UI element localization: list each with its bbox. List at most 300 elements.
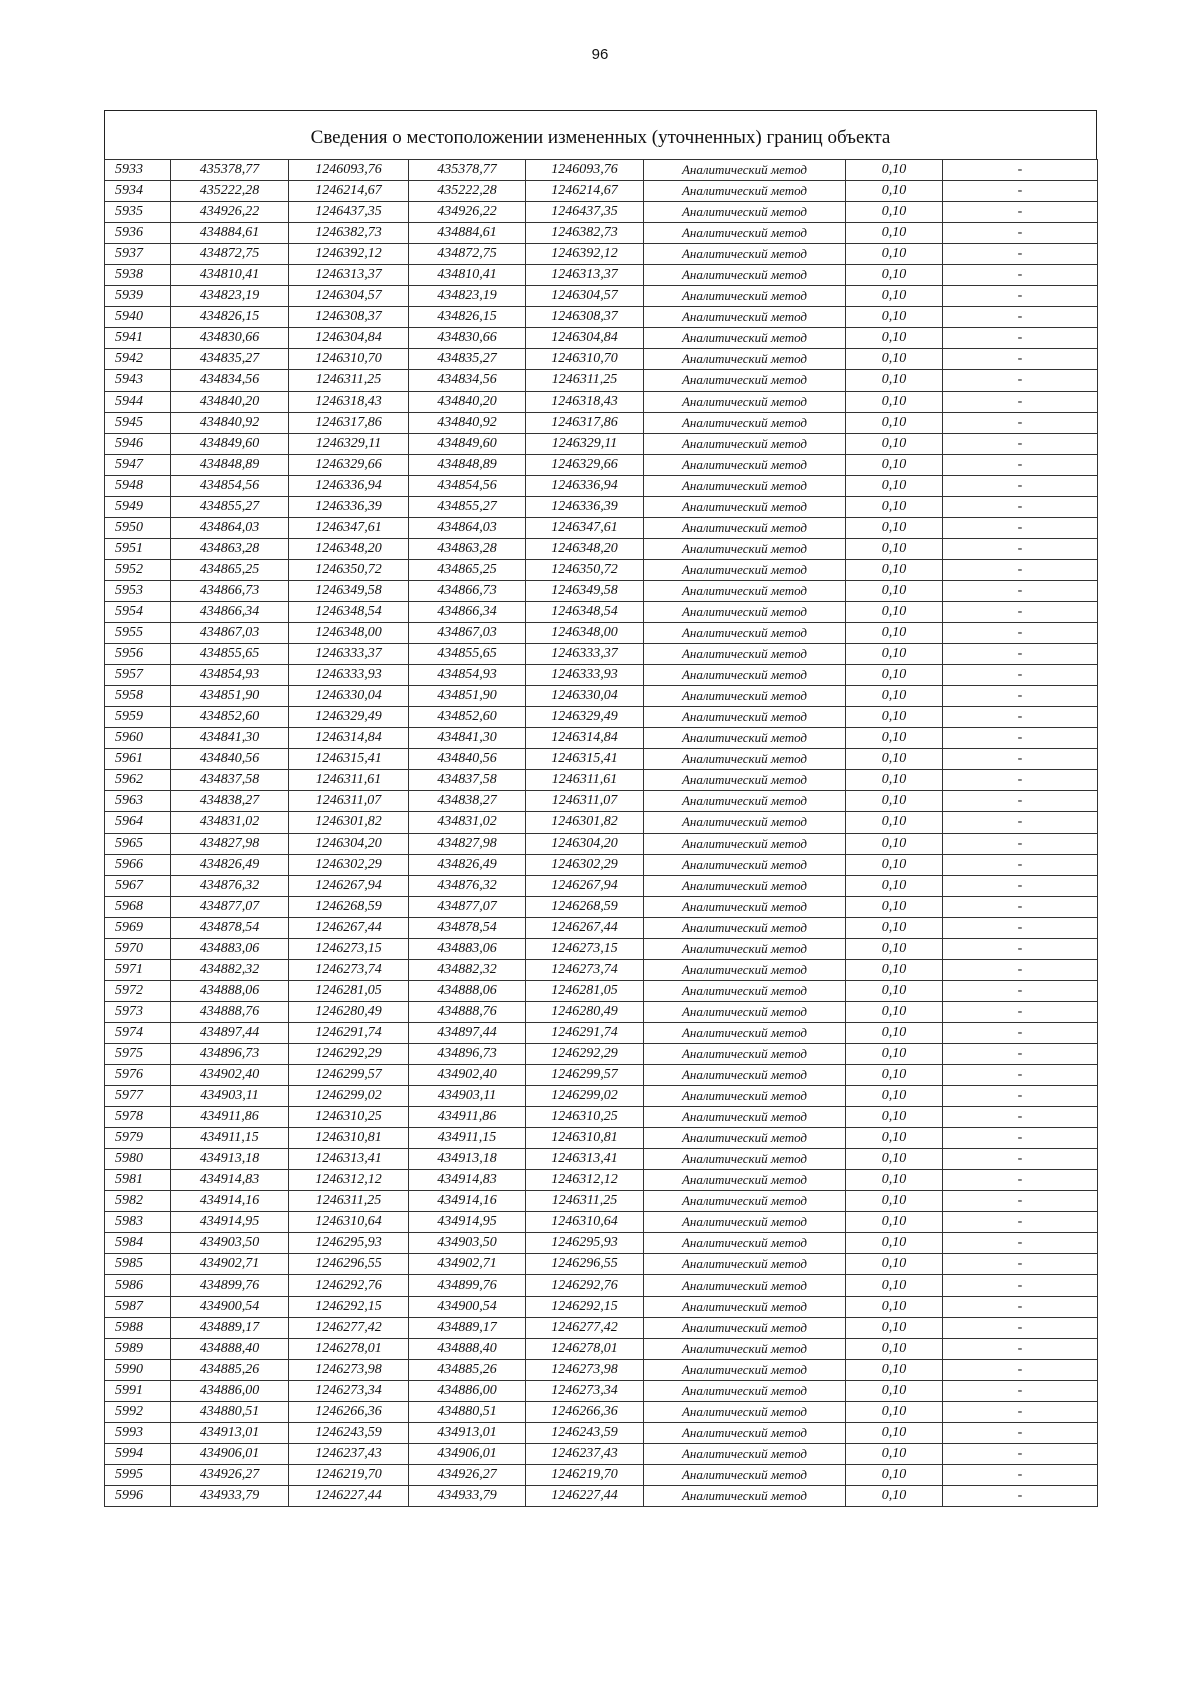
y-old-cell: 1246329,11 [289, 433, 409, 454]
y-old-cell: 1246304,84 [289, 328, 409, 349]
y-new-cell: 1246302,29 [526, 854, 644, 875]
point-number-cell: 5979 [105, 1128, 171, 1149]
method-cell: Аналитический метод [644, 580, 846, 601]
x-old-cell: 434883,06 [171, 938, 289, 959]
point-number-cell: 5936 [105, 223, 171, 244]
method-cell: Аналитический метод [644, 1296, 846, 1317]
y-old-cell: 1246243,59 [289, 1422, 409, 1443]
table-row [105, 959, 1098, 980]
method-cell: Аналитический метод [644, 1485, 846, 1506]
y-old-cell: 1246273,15 [289, 938, 409, 959]
y-old-cell: 1246292,15 [289, 1296, 409, 1317]
y-new-cell: 1246330,04 [526, 686, 644, 707]
accuracy-cell: 0,10 [846, 1212, 943, 1233]
x-new-cell: 435378,77 [409, 160, 526, 181]
y-new-cell: 1246273,34 [526, 1380, 644, 1401]
x-old-cell: 434884,61 [171, 223, 289, 244]
accuracy-cell: 0,10 [846, 1485, 943, 1506]
y-old-cell: 1246299,02 [289, 1086, 409, 1107]
x-new-cell: 434926,27 [409, 1464, 526, 1485]
table-row [105, 1443, 1098, 1464]
y-old-cell: 1246301,82 [289, 812, 409, 833]
x-new-cell: 434888,06 [409, 980, 526, 1001]
accuracy-cell: 0,10 [846, 959, 943, 980]
y-old-cell: 1246315,41 [289, 749, 409, 770]
y-new-cell: 1246333,93 [526, 665, 644, 686]
point-number-cell: 5944 [105, 391, 171, 412]
accuracy-cell: 0,10 [846, 938, 943, 959]
x-old-cell: 434840,56 [171, 749, 289, 770]
description-cell: - [943, 728, 1098, 749]
y-new-cell: 1246308,37 [526, 307, 644, 328]
y-new-cell: 1246437,35 [526, 202, 644, 223]
table-row [105, 938, 1098, 959]
y-old-cell: 1246277,42 [289, 1317, 409, 1338]
description-cell: - [943, 244, 1098, 265]
method-cell: Аналитический метод [644, 475, 846, 496]
x-new-cell: 434854,93 [409, 665, 526, 686]
y-old-cell: 1246330,04 [289, 686, 409, 707]
description-cell: - [943, 202, 1098, 223]
description-cell: - [943, 433, 1098, 454]
description-cell: - [943, 412, 1098, 433]
point-number-cell: 5961 [105, 749, 171, 770]
x-old-cell: 434855,27 [171, 496, 289, 517]
table-row [105, 1401, 1098, 1422]
method-cell: Аналитический метод [644, 833, 846, 854]
accuracy-cell: 0,10 [846, 875, 943, 896]
accuracy-cell: 0,10 [846, 391, 943, 412]
x-old-cell: 434826,49 [171, 854, 289, 875]
description-cell: - [943, 538, 1098, 559]
point-number-cell: 5945 [105, 412, 171, 433]
description-cell: - [943, 707, 1098, 728]
accuracy-cell: 0,10 [846, 1043, 943, 1064]
y-old-cell: 1246311,25 [289, 370, 409, 391]
x-old-cell: 434899,76 [171, 1275, 289, 1296]
x-old-cell: 434865,25 [171, 559, 289, 580]
table-row [105, 854, 1098, 875]
point-number-cell: 5985 [105, 1254, 171, 1275]
point-number-cell: 5975 [105, 1043, 171, 1064]
x-old-cell: 435222,28 [171, 181, 289, 202]
point-number-cell: 5962 [105, 770, 171, 791]
y-old-cell: 1246267,44 [289, 917, 409, 938]
table-row [105, 896, 1098, 917]
y-old-cell: 1246311,61 [289, 770, 409, 791]
y-old-cell: 1246237,43 [289, 1443, 409, 1464]
y-new-cell: 1246273,74 [526, 959, 644, 980]
x-old-cell: 434900,54 [171, 1296, 289, 1317]
x-new-cell: 434826,49 [409, 854, 526, 875]
description-cell: - [943, 1065, 1098, 1086]
y-old-cell: 1246329,49 [289, 707, 409, 728]
point-number-cell: 5958 [105, 686, 171, 707]
x-old-cell: 434902,71 [171, 1254, 289, 1275]
method-cell: Аналитический метод [644, 1401, 846, 1422]
y-new-cell: 1246301,82 [526, 812, 644, 833]
y-new-cell: 1246219,70 [526, 1464, 644, 1485]
x-old-cell: 434926,22 [171, 202, 289, 223]
table-row [105, 749, 1098, 770]
description-cell: - [943, 328, 1098, 349]
x-old-cell: 434888,06 [171, 980, 289, 1001]
y-old-cell: 1246308,37 [289, 307, 409, 328]
y-old-cell: 1246227,44 [289, 1485, 409, 1506]
x-old-cell: 434840,92 [171, 412, 289, 433]
x-new-cell: 435222,28 [409, 181, 526, 202]
point-number-cell: 5959 [105, 707, 171, 728]
point-number-cell: 5965 [105, 833, 171, 854]
method-cell: Аналитический метод [644, 791, 846, 812]
x-new-cell: 434913,01 [409, 1422, 526, 1443]
y-old-cell: 1246349,58 [289, 580, 409, 601]
y-old-cell: 1246273,34 [289, 1380, 409, 1401]
y-old-cell: 1246348,00 [289, 623, 409, 644]
description-cell: - [943, 1464, 1098, 1485]
method-cell: Аналитический метод [644, 1128, 846, 1149]
method-cell: Аналитический метод [644, 223, 846, 244]
x-old-cell: 434933,79 [171, 1485, 289, 1506]
description-cell: - [943, 980, 1098, 1001]
y-new-cell: 1246313,37 [526, 265, 644, 286]
coordinates-table [104, 159, 1098, 1507]
table-row [105, 644, 1098, 665]
y-new-cell: 1246336,39 [526, 496, 644, 517]
x-old-cell: 434838,27 [171, 791, 289, 812]
x-old-cell: 434896,73 [171, 1043, 289, 1064]
x-old-cell: 434848,89 [171, 454, 289, 475]
x-new-cell: 434888,76 [409, 1001, 526, 1022]
y-old-cell: 1246292,76 [289, 1275, 409, 1296]
point-number-cell: 5943 [105, 370, 171, 391]
x-new-cell: 434854,56 [409, 475, 526, 496]
table-row [105, 623, 1098, 644]
point-number-cell: 5964 [105, 812, 171, 833]
table-row [105, 1149, 1098, 1170]
description-cell: - [943, 1275, 1098, 1296]
table-title: Сведения о местоположении измененных (уточненных) границ объекта [104, 110, 1097, 159]
accuracy-cell: 0,10 [846, 538, 943, 559]
y-old-cell: 1246310,64 [289, 1212, 409, 1233]
x-new-cell: 434886,00 [409, 1380, 526, 1401]
accuracy-cell: 0,10 [846, 1317, 943, 1338]
y-new-cell: 1246311,25 [526, 1191, 644, 1212]
point-number-cell: 5995 [105, 1464, 171, 1485]
point-number-cell: 5967 [105, 875, 171, 896]
description-cell: - [943, 1380, 1098, 1401]
accuracy-cell: 0,10 [846, 1065, 943, 1086]
x-old-cell: 434903,50 [171, 1233, 289, 1254]
x-new-cell: 434855,65 [409, 644, 526, 665]
y-old-cell: 1246317,86 [289, 412, 409, 433]
x-old-cell: 434903,11 [171, 1086, 289, 1107]
table-row [105, 1107, 1098, 1128]
method-cell: Аналитический метод [644, 665, 846, 686]
point-number-cell: 5987 [105, 1296, 171, 1317]
y-old-cell: 1246310,81 [289, 1128, 409, 1149]
accuracy-cell: 0,10 [846, 1359, 943, 1380]
x-new-cell: 434926,22 [409, 202, 526, 223]
y-new-cell: 1246310,70 [526, 349, 644, 370]
point-number-cell: 5966 [105, 854, 171, 875]
table-row [105, 1212, 1098, 1233]
point-number-cell: 5955 [105, 623, 171, 644]
description-cell: - [943, 1317, 1098, 1338]
x-old-cell: 434914,95 [171, 1212, 289, 1233]
y-new-cell: 1246304,84 [526, 328, 644, 349]
accuracy-cell: 0,10 [846, 707, 943, 728]
x-new-cell: 434902,40 [409, 1065, 526, 1086]
y-new-cell: 1246315,41 [526, 749, 644, 770]
x-old-cell: 434886,00 [171, 1380, 289, 1401]
method-cell: Аналитический метод [644, 496, 846, 517]
x-new-cell: 434872,75 [409, 244, 526, 265]
description-cell: - [943, 770, 1098, 791]
accuracy-cell: 0,10 [846, 1022, 943, 1043]
method-cell: Аналитический метод [644, 517, 846, 538]
x-old-cell: 434866,73 [171, 580, 289, 601]
description-cell: - [943, 1443, 1098, 1464]
method-cell: Аналитический метод [644, 181, 846, 202]
x-old-cell: 434827,98 [171, 833, 289, 854]
x-new-cell: 434911,15 [409, 1128, 526, 1149]
table-row [105, 307, 1098, 328]
accuracy-cell: 0,10 [846, 307, 943, 328]
point-number-cell: 5992 [105, 1401, 171, 1422]
y-new-cell: 1246291,74 [526, 1022, 644, 1043]
x-old-cell: 434902,40 [171, 1065, 289, 1086]
accuracy-cell: 0,10 [846, 160, 943, 181]
method-cell: Аналитический метод [644, 349, 846, 370]
point-number-cell: 5973 [105, 1001, 171, 1022]
y-old-cell: 1246273,74 [289, 959, 409, 980]
method-cell: Аналитический метод [644, 896, 846, 917]
x-old-cell: 434882,32 [171, 959, 289, 980]
description-cell: - [943, 1170, 1098, 1191]
y-old-cell: 1246313,37 [289, 265, 409, 286]
x-old-cell: 434897,44 [171, 1022, 289, 1043]
description-cell: - [943, 686, 1098, 707]
x-new-cell: 434888,40 [409, 1338, 526, 1359]
method-cell: Аналитический метод [644, 959, 846, 980]
x-old-cell: 434885,26 [171, 1359, 289, 1380]
x-old-cell: 434837,58 [171, 770, 289, 791]
x-new-cell: 434864,03 [409, 517, 526, 538]
method-cell: Аналитический метод [644, 1086, 846, 1107]
y-old-cell: 1246280,49 [289, 1001, 409, 1022]
method-cell: Аналитический метод [644, 1317, 846, 1338]
x-old-cell: 434877,07 [171, 896, 289, 917]
y-old-cell: 1246392,12 [289, 244, 409, 265]
table-row [105, 980, 1098, 1001]
y-old-cell: 1246299,57 [289, 1065, 409, 1086]
x-new-cell: 434827,98 [409, 833, 526, 854]
x-old-cell: 434854,93 [171, 665, 289, 686]
description-cell: - [943, 1086, 1098, 1107]
point-number-cell: 5938 [105, 265, 171, 286]
point-number-cell: 5950 [105, 517, 171, 538]
table-row [105, 349, 1098, 370]
table-row [105, 223, 1098, 244]
page-number: 96 [591, 46, 609, 63]
x-old-cell: 434878,54 [171, 917, 289, 938]
x-new-cell: 434840,56 [409, 749, 526, 770]
point-number-cell: 5934 [105, 181, 171, 202]
table-row [105, 1254, 1098, 1275]
description-cell: - [943, 601, 1098, 622]
x-old-cell: 434826,15 [171, 307, 289, 328]
table-row [105, 791, 1098, 812]
description-cell: - [943, 580, 1098, 601]
accuracy-cell: 0,10 [846, 496, 943, 517]
description-cell: - [943, 160, 1098, 181]
x-old-cell: 434876,32 [171, 875, 289, 896]
y-old-cell: 1246310,70 [289, 349, 409, 370]
accuracy-cell: 0,10 [846, 686, 943, 707]
accuracy-cell: 0,10 [846, 433, 943, 454]
y-new-cell: 1246277,42 [526, 1317, 644, 1338]
y-old-cell: 1246281,05 [289, 980, 409, 1001]
y-new-cell: 1246093,76 [526, 160, 644, 181]
point-number-cell: 5942 [105, 349, 171, 370]
y-old-cell: 1246273,98 [289, 1359, 409, 1380]
description-cell: - [943, 644, 1098, 665]
method-cell: Аналитический метод [644, 1212, 846, 1233]
table-row [105, 391, 1098, 412]
x-new-cell: 434902,71 [409, 1254, 526, 1275]
x-old-cell: 434911,15 [171, 1128, 289, 1149]
accuracy-cell: 0,10 [846, 623, 943, 644]
y-old-cell: 1246318,43 [289, 391, 409, 412]
method-cell: Аналитический метод [644, 1107, 846, 1128]
table-row [105, 686, 1098, 707]
table-row [105, 160, 1098, 181]
accuracy-cell: 0,10 [846, 1338, 943, 1359]
y-new-cell: 1246317,86 [526, 412, 644, 433]
description-cell: - [943, 286, 1098, 307]
table-row [105, 707, 1098, 728]
accuracy-cell: 0,10 [846, 665, 943, 686]
y-new-cell: 1246312,12 [526, 1170, 644, 1191]
method-cell: Аналитический метод [644, 1443, 846, 1464]
y-new-cell: 1246292,15 [526, 1296, 644, 1317]
table-row [105, 665, 1098, 686]
description-cell: - [943, 391, 1098, 412]
x-old-cell: 434914,83 [171, 1170, 289, 1191]
y-old-cell: 1246312,12 [289, 1170, 409, 1191]
x-old-cell: 434880,51 [171, 1401, 289, 1422]
method-cell: Аналитический метод [644, 1338, 846, 1359]
x-old-cell: 434830,66 [171, 328, 289, 349]
x-new-cell: 434826,15 [409, 307, 526, 328]
y-new-cell: 1246336,94 [526, 475, 644, 496]
description-cell: - [943, 370, 1098, 391]
method-cell: Аналитический метод [644, 749, 846, 770]
method-cell: Аналитический метод [644, 328, 846, 349]
accuracy-cell: 0,10 [846, 1296, 943, 1317]
y-new-cell: 1246311,07 [526, 791, 644, 812]
description-cell: - [943, 1338, 1098, 1359]
accuracy-cell: 0,10 [846, 1401, 943, 1422]
x-old-cell: 434851,90 [171, 686, 289, 707]
table-row [105, 370, 1098, 391]
method-cell: Аналитический метод [644, 391, 846, 412]
point-number-cell: 5939 [105, 286, 171, 307]
x-old-cell: 434888,40 [171, 1338, 289, 1359]
table-row [105, 454, 1098, 475]
x-new-cell: 434855,27 [409, 496, 526, 517]
y-new-cell: 1246314,84 [526, 728, 644, 749]
point-number-cell: 5996 [105, 1485, 171, 1506]
y-old-cell: 1246348,54 [289, 601, 409, 622]
y-new-cell: 1246243,59 [526, 1422, 644, 1443]
x-new-cell: 434880,51 [409, 1401, 526, 1422]
x-new-cell: 434933,79 [409, 1485, 526, 1506]
accuracy-cell: 0,10 [846, 728, 943, 749]
y-new-cell: 1246311,25 [526, 370, 644, 391]
method-cell: Аналитический метод [644, 202, 846, 223]
y-new-cell: 1246296,55 [526, 1254, 644, 1275]
method-cell: Аналитический метод [644, 812, 846, 833]
table-row [105, 1191, 1098, 1212]
x-old-cell: 434849,60 [171, 433, 289, 454]
x-old-cell: 434913,18 [171, 1149, 289, 1170]
description-cell: - [943, 875, 1098, 896]
x-new-cell: 434882,32 [409, 959, 526, 980]
x-old-cell: 434831,02 [171, 812, 289, 833]
point-number-cell: 5978 [105, 1107, 171, 1128]
accuracy-cell: 0,10 [846, 181, 943, 202]
accuracy-cell: 0,10 [846, 749, 943, 770]
accuracy-cell: 0,10 [846, 601, 943, 622]
table-row [105, 1296, 1098, 1317]
description-cell: - [943, 1107, 1098, 1128]
table-row [105, 181, 1098, 202]
accuracy-cell: 0,10 [846, 370, 943, 391]
table-row [105, 559, 1098, 580]
x-new-cell: 434885,26 [409, 1359, 526, 1380]
accuracy-cell: 0,10 [846, 854, 943, 875]
accuracy-cell: 0,10 [846, 1422, 943, 1443]
table-row [105, 1485, 1098, 1506]
point-number-cell: 5951 [105, 538, 171, 559]
method-cell: Аналитический метод [644, 1065, 846, 1086]
x-old-cell: 434855,65 [171, 644, 289, 665]
method-cell: Аналитический метод [644, 1254, 846, 1275]
method-cell: Аналитический метод [644, 538, 846, 559]
y-old-cell: 1246291,74 [289, 1022, 409, 1043]
x-new-cell: 434866,34 [409, 601, 526, 622]
x-new-cell: 434831,02 [409, 812, 526, 833]
y-new-cell: 1246348,00 [526, 623, 644, 644]
description-cell: - [943, 1191, 1098, 1212]
method-cell: Аналитический метод [644, 370, 846, 391]
y-old-cell: 1246382,73 [289, 223, 409, 244]
x-new-cell: 434840,20 [409, 391, 526, 412]
description-cell: - [943, 349, 1098, 370]
y-new-cell: 1246311,61 [526, 770, 644, 791]
x-new-cell: 434867,03 [409, 623, 526, 644]
table-row [105, 1464, 1098, 1485]
table-row [105, 412, 1098, 433]
y-new-cell: 1246281,05 [526, 980, 644, 1001]
accuracy-cell: 0,10 [846, 812, 943, 833]
accuracy-cell: 0,10 [846, 1233, 943, 1254]
x-new-cell: 434866,73 [409, 580, 526, 601]
x-new-cell: 434838,27 [409, 791, 526, 812]
description-cell: - [943, 791, 1098, 812]
